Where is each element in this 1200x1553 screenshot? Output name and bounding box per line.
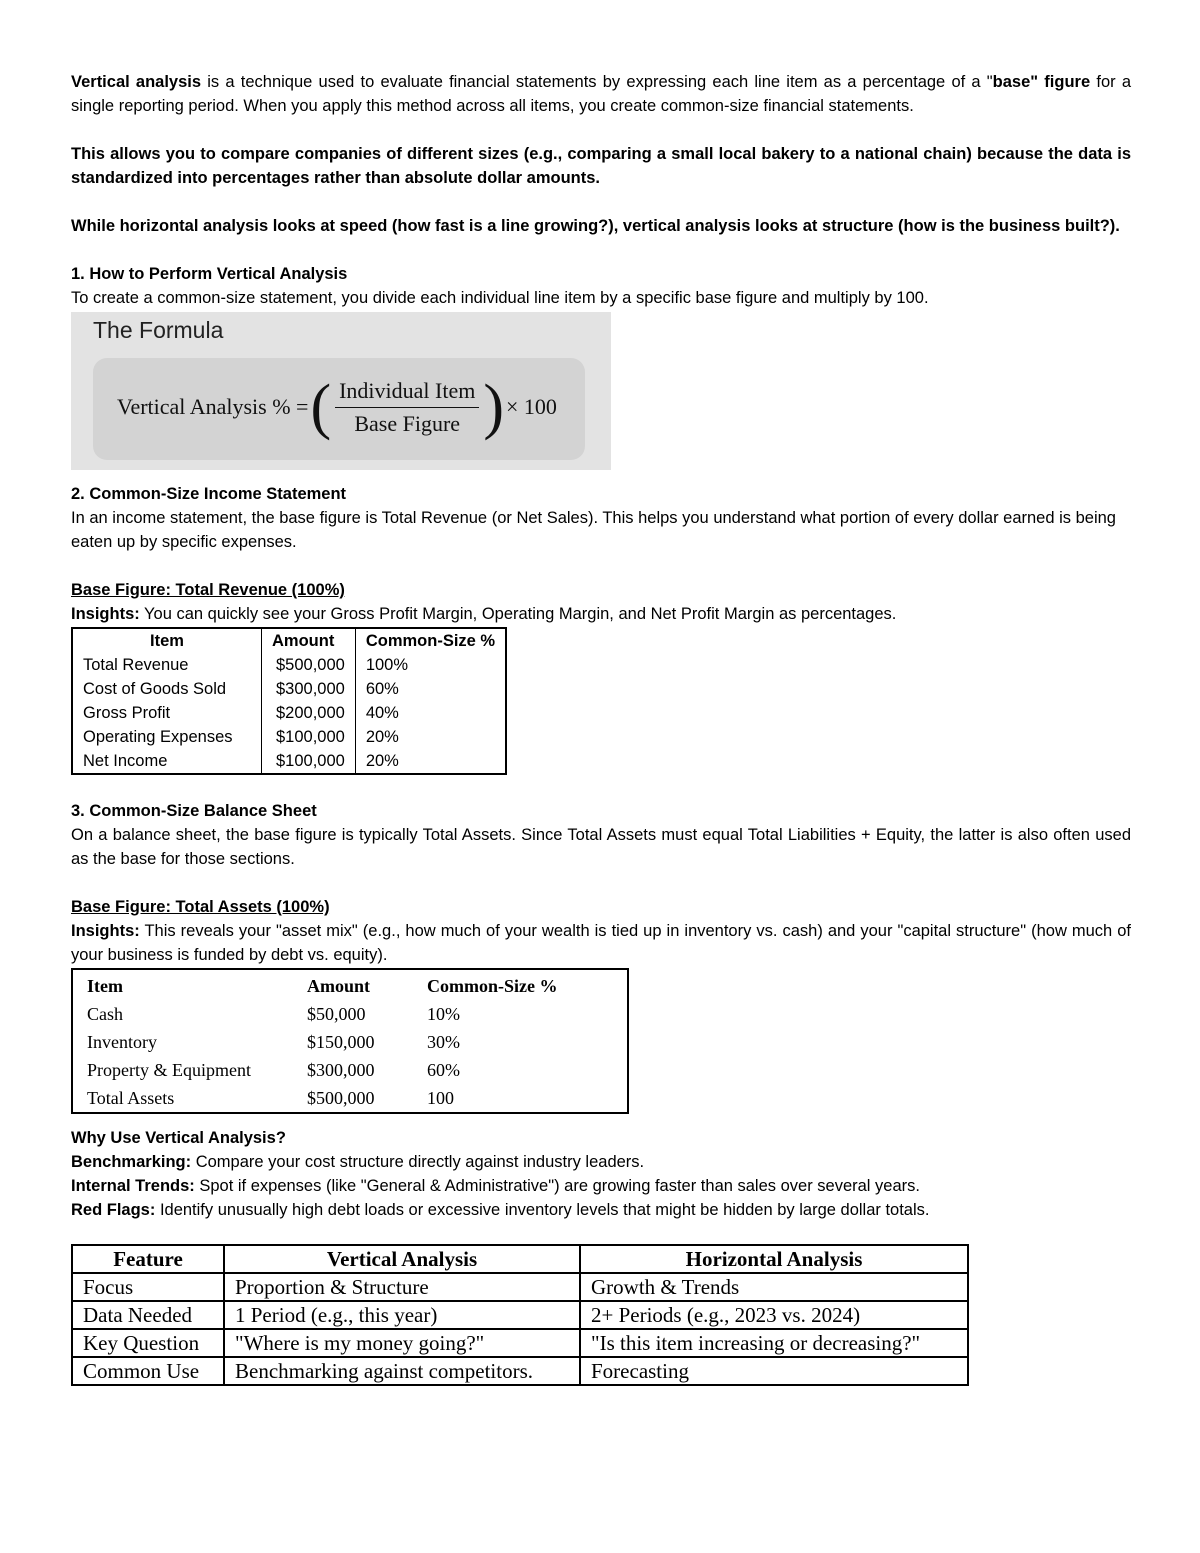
cell-horizontal: Growth & Trends (580, 1273, 968, 1301)
cell-vertical: Benchmarking against competitors. (224, 1357, 580, 1385)
section2-insights: Insights: You can quickly see your Gross Profit Margin, Operating Margin, and Net Profit Margin as percentages. (71, 605, 897, 623)
formula-fraction (335, 377, 479, 438)
formula-expression (117, 373, 557, 441)
section1-heading: 1. How to Perform Vertical Analysis (71, 265, 348, 283)
cell-amount: $100,000 (262, 749, 356, 774)
section3-heading: 3. Common-Size Balance Sheet (71, 802, 317, 820)
formula-denominator: Base Figure (354, 410, 461, 436)
cell-percent: 100% (355, 653, 506, 677)
cell-percent: 60% (427, 1060, 460, 1080)
table-row (72, 1273, 968, 1301)
table-row (72, 1357, 968, 1385)
cell-feature: Data Needed (72, 1301, 224, 1329)
cell-amount: $300,000 (262, 677, 356, 701)
cell-horizontal: 2+ Periods (e.g., 2023 vs. 2024) (580, 1301, 968, 1329)
column-header: Item (150, 632, 184, 650)
formula-panel (93, 358, 585, 460)
cell-amount: $100,000 (262, 725, 356, 749)
cell-item: Operating Expenses (83, 728, 233, 746)
table-row (72, 1084, 628, 1113)
section1-text: To create a common-size statement, you divide each individual line item by a specific base figure and multiply by 100. (71, 289, 929, 307)
document-page (71, 70, 1131, 1386)
section3-text: On a balance sheet, the base figure is typically Total Assets. Since Total Assets must equal Total Liabilities + Equity, the latter is also often used as the base for those sections. (71, 826, 1131, 868)
comparison-table (71, 1244, 969, 1386)
column-header: Common-Size % (427, 976, 558, 996)
table-header-row (72, 628, 506, 653)
table-row (72, 749, 506, 774)
cell-vertical: 1 Period (e.g., this year) (224, 1301, 580, 1329)
cell-percent: 20% (355, 749, 506, 774)
cell-vertical: Proportion & Structure (224, 1273, 580, 1301)
cell-item: Gross Profit (83, 704, 171, 722)
cell-item: Cash (87, 1004, 123, 1024)
cell-percent: 30% (427, 1032, 460, 1052)
cell-feature: Key Question (72, 1329, 224, 1357)
formula-lhs: Vertical Analysis % = (117, 394, 309, 419)
cell-percent: 60% (355, 677, 506, 701)
cell-amount: $200,000 (262, 701, 356, 725)
cell-vertical: "Where is my money going?" (224, 1329, 580, 1357)
why-item-red-flags: Red Flags: Identify unusually high debt loads or excessive inventory levels that might be hidden by large dollar totals. (71, 1201, 930, 1219)
cell-amount: $500,000 (307, 1088, 375, 1108)
table-row (72, 701, 506, 725)
section3-insights: Insights: This reveals your "asset mix" (e.g., how much of your wealth is tied up in inventory vs. cash) and your "capital structure" (how much of your business is funded by debt vs. equity). (71, 922, 1131, 964)
balance-sheet-table (71, 968, 629, 1114)
cell-amount: $500,000 (262, 653, 356, 677)
column-header: Item (87, 976, 123, 996)
column-header: Amount (307, 976, 371, 996)
table-row (72, 1028, 628, 1056)
cell-item: Net Income (83, 752, 168, 770)
table-row (72, 1301, 968, 1329)
why-item-benchmarking: Benchmarking: Compare your cost structure directly against industry leaders. (71, 1153, 645, 1171)
column-header: Common-Size % (355, 628, 506, 653)
why-item-internal-trends: Internal Trends: Spot if expenses (like "General & Administrative") are growing faster than sales over several years. (71, 1177, 920, 1195)
table-row (72, 1000, 628, 1028)
left-paren: ( (310, 373, 332, 441)
cell-horizontal: Forecasting (580, 1357, 968, 1385)
table-header-row (72, 969, 628, 1000)
section2-base-figure: Base Figure: Total Revenue (100%) (71, 581, 345, 599)
cell-horizontal: "Is this item increasing or decreasing?" (580, 1329, 968, 1357)
section2-heading: 2. Common-Size Income Statement (71, 485, 347, 503)
income-statement-table (71, 627, 507, 775)
cell-percent: 100 (427, 1088, 454, 1108)
formula-figure (71, 312, 611, 470)
table-header-row (72, 1245, 968, 1273)
section3-base-figure: Base Figure: Total Assets (100%) (71, 898, 330, 916)
right-paren: ) (483, 373, 504, 441)
cell-item: Cost of Goods Sold (83, 680, 227, 698)
column-header: Horizontal Analysis (580, 1245, 968, 1273)
intro-paragraph-1: Vertical analysis is a technique used to evaluate financial statements by expressing each line item as a percentage of a "base" figure for a single reporting period. When you apply this method across all items, you create common-size financial statements. (71, 73, 1132, 115)
cell-percent: 20% (355, 725, 506, 749)
intro-term-vertical-analysis: Vertical analysis (71, 73, 202, 91)
column-header: Vertical Analysis (224, 1245, 580, 1273)
cell-percent: 10% (427, 1004, 460, 1024)
cell-amount: $150,000 (307, 1032, 375, 1052)
cell-percent: 40% (355, 701, 506, 725)
table-row (72, 1056, 628, 1084)
cell-item: Inventory (87, 1032, 157, 1052)
cell-amount: $300,000 (307, 1060, 375, 1080)
formula-multiplier: × 100 (506, 394, 557, 419)
formula-numerator: Individual Item (335, 377, 479, 408)
table-row (72, 725, 506, 749)
intro-paragraph-3: While horizontal analysis looks at speed (how fast is a line growing?), vertical analysis looks at structure (how is the business built?). (71, 217, 1120, 235)
section2-text: In an income statement, the base figure is Total Revenue (or Net Sales). This helps you understand what portion of every dollar earned is being eaten up by specific expenses. (71, 509, 1116, 551)
intro-paragraph-2: This allows you to compare companies of different sizes (e.g., comparing a small local bakery to a national chain) because the data is standardized into percentages rather than absolute dollar amounts. (71, 145, 1131, 187)
cell-feature: Focus (72, 1273, 224, 1301)
intro-term-base-figure: base" figure (992, 73, 1091, 91)
column-header: Amount (262, 628, 356, 653)
cell-amount: $50,000 (307, 1004, 366, 1024)
table-row (72, 677, 506, 701)
table-row (72, 1329, 968, 1357)
cell-item: Property & Equipment (87, 1060, 251, 1080)
cell-feature: Common Use (72, 1357, 224, 1385)
column-header: Feature (72, 1245, 224, 1273)
cell-item: Total Revenue (83, 656, 189, 674)
table-row (72, 653, 506, 677)
cell-item: Total Assets (87, 1088, 175, 1108)
formula-title: The Formula (93, 317, 224, 343)
why-heading: Why Use Vertical Analysis? (71, 1129, 286, 1147)
